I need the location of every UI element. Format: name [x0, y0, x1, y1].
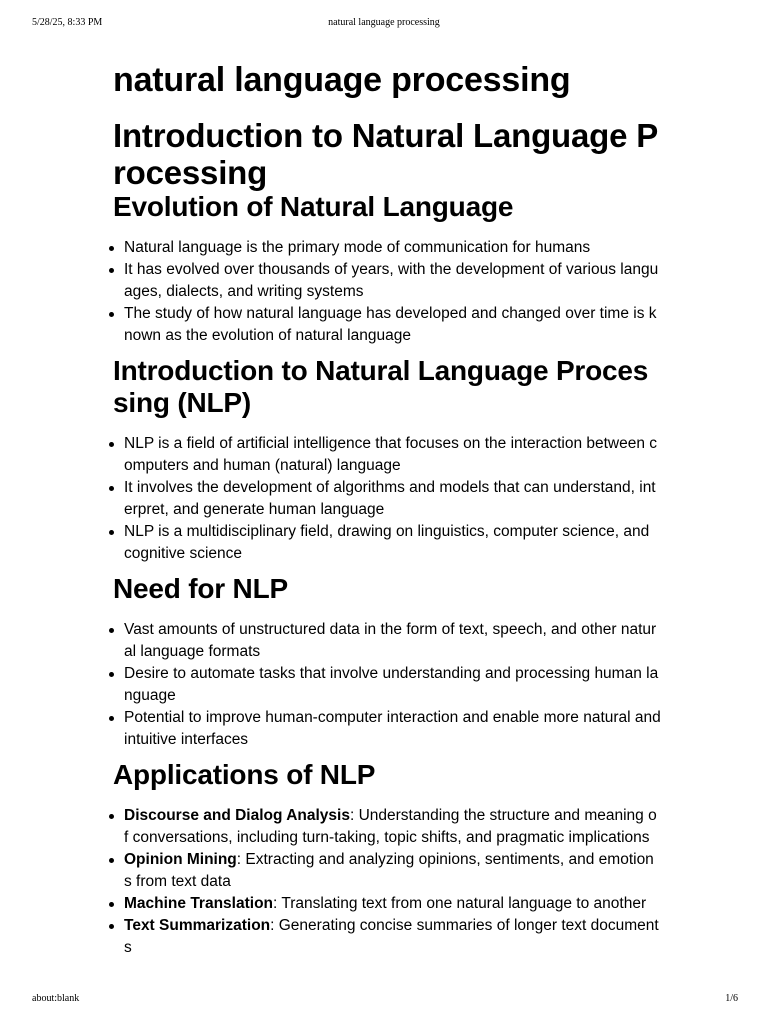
application-description: : Translating text from one natural language to another	[273, 895, 647, 912]
list-item: Natural language is the primary mode of communication for humans	[124, 237, 661, 259]
list-item: NLP is a field of artificial intelligence that focuses on the interaction between computers and human (natural) language	[124, 433, 661, 477]
application-term: Opinion Mining	[124, 851, 237, 868]
application-term: Text Summarization	[124, 917, 271, 934]
list-item: Desire to automate tasks that involve understanding and processing human language	[124, 663, 661, 707]
section-heading-evolution: Evolution of Natural Language	[113, 191, 514, 222]
list-item	[124, 805, 661, 849]
print-datetime: 5/28/25, 8:33 PM	[32, 17, 103, 28]
evolution-list	[113, 237, 661, 347]
need-list	[113, 619, 661, 751]
list-item: NLP is a multidisciplinary field, drawing on linguistics, computer science, and cognitive science	[124, 521, 661, 565]
document-title: natural language processing	[113, 61, 571, 99]
application-description: : Extracting and analyzing opinions, sentiments, and emotions from text data	[124, 851, 654, 890]
list-item: It has evolved over thousands of years, with the development of various languages, dialects, and writing systems	[124, 259, 661, 303]
application-description: : Understanding the structure and meaning of conversations, including turn-taking, topic shifts, and pragmatic implications	[124, 807, 657, 846]
print-header	[0, 17, 768, 31]
nlp-intro-list	[113, 433, 661, 565]
list-item	[124, 915, 661, 959]
list-item	[124, 893, 661, 915]
section-heading-need: Need for NLP	[113, 573, 288, 604]
application-term: Discourse and Dialog Analysis	[124, 807, 350, 824]
print-page-number: 1/6	[725, 993, 738, 1004]
section-heading-nlp-intro: Introduction to Natural Language Processing (NLP)	[113, 355, 649, 418]
application-term: Machine Translation	[124, 895, 274, 912]
intro-heading: Introduction to Natural Language Processing	[113, 117, 659, 191]
list-item	[124, 849, 661, 893]
print-url: about:blank	[32, 993, 80, 1004]
application-description: : Generating concise summaries of longer text documents	[124, 917, 659, 956]
list-item: Vast amounts of unstructured data in the form of text, speech, and other natural language formats	[124, 619, 661, 663]
document-content	[113, 58, 661, 967]
applications-list	[113, 805, 661, 959]
print-footer	[0, 993, 768, 1007]
list-item: The study of how natural language has developed and changed over time is known as the evolution of natural language	[124, 303, 661, 347]
list-item: It involves the development of algorithms and models that can understand, interpret, and generate human language	[124, 477, 661, 521]
list-item: Potential to improve human-computer interaction and enable more natural and intuitive interfaces	[124, 707, 661, 751]
print-page-title: natural language processing	[328, 17, 440, 28]
section-heading-applications: Applications of NLP	[113, 759, 376, 790]
